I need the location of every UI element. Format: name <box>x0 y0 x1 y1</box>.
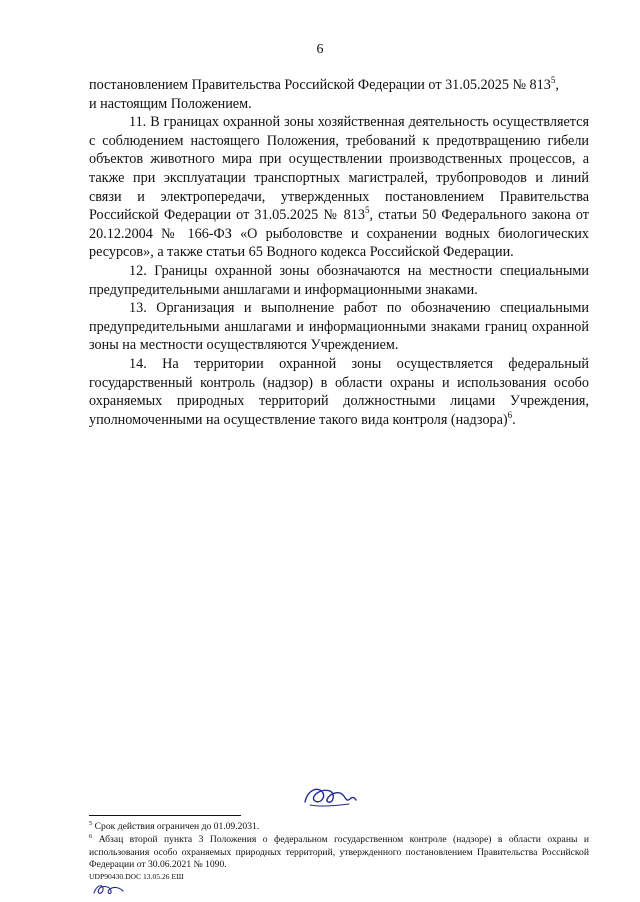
footnote-mark-5: 5 <box>89 820 93 827</box>
footnote-ref-6: 6 <box>507 409 513 420</box>
paragraph-14-text-b: . <box>512 411 516 428</box>
continuation-comma: , <box>555 77 559 93</box>
paragraph-continuation <box>89 76 589 113</box>
footnote-ref-5: 5 <box>364 205 370 216</box>
handwritten-initials <box>92 882 126 897</box>
footnote-ref-5: 5 <box>550 75 556 85</box>
footnote-6-text: Абзац второй пункта 3 Положения о федеральном государственном контроле (надзоре) в области охраны и использования особо охраняемых природных территорий, утвержденного постановлением Правительства Российской Федерации от 30.06.2021 № 1090. <box>89 834 589 871</box>
footnote-5 <box>89 821 589 833</box>
footnotes <box>89 821 589 873</box>
paragraph-13: 13. Организация и выполнение работ по обозначению специальными предупредительными аншлагами и информационными знаками границ охранной зоны на местности осуществляются Учреждением. <box>89 300 589 354</box>
continuation-line-2: и настоящим Положением. <box>89 95 252 112</box>
paragraph-11 <box>89 113 589 262</box>
footnote-5-text: Срок действия ограничен до 01.09.2031. <box>92 821 260 832</box>
page-number: 6 <box>316 42 324 57</box>
document-code: UDP90430.DOC 13.05.26 ЕШ <box>89 872 184 881</box>
paragraph-14 <box>89 355 589 429</box>
signature-stroke-main <box>305 789 356 802</box>
continuation-line-1: постановлением Правительства Российской Федерации от 31.05.2025 № 813 <box>89 77 551 93</box>
footnote-mark-6: 6 <box>89 833 93 841</box>
signature-underline <box>310 804 349 806</box>
paragraph-11-text-b: , статьи 50 Федерального закона от 20.12.2004 № 166-ФЗ «О рыболовстве и сохранении водных биологических ресурсов», а также статьи 65 Водного кодекса Российской Федерации. <box>89 207 589 261</box>
paragraph-14-text-a: 14. На территории охранной зоны осуществляется федеральный государственный контроль (надзор) в области охраны и использования особо охраняемых природных территорий должностными лицами Учреждения, уполномоченными на осуществление такого вида контроля (надзора) <box>89 355 589 428</box>
footnote-6 <box>89 834 589 871</box>
document-body <box>89 76 589 429</box>
handwritten-signature <box>302 783 358 809</box>
initials-stroke <box>94 886 123 894</box>
footnote-separator <box>89 815 241 816</box>
paragraph-12: 12. Границы охранной зоны обозначаются на местности специальными предупредительными аншлагами и информационными знаками. <box>89 262 589 298</box>
paragraph-11-text-a: 11. В границах охранной зоны хозяйственная деятельность осуществляется с соблюдением настоящего Положения, требований к предотвращению гибели объектов животного мира при осуществлении производственных процессов, а также при эксплуатации транспортных магистралей, трубопроводов и линий связи и электропередачи, утвержденных постановлением Правительства Российской Федерации от 31.05.2025 № 813 <box>89 114 589 224</box>
